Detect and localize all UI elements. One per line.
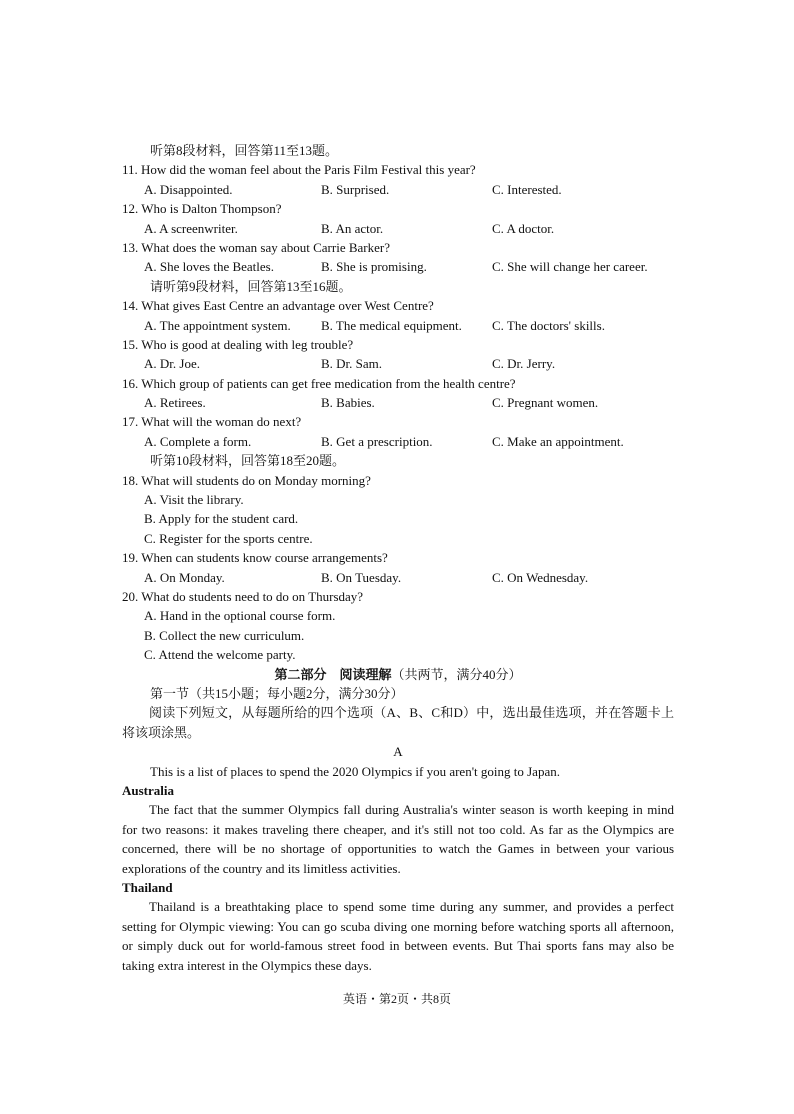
- question-18-stem: 18. What will students do on Monday morning?: [122, 472, 371, 488]
- part-two-title: [122, 665, 674, 684]
- option-b: B. Collect the new curriculum.: [144, 627, 305, 643]
- option-c: C. Register for the sports centre.: [144, 530, 313, 546]
- question-16-options: [122, 393, 674, 412]
- option-b: B. Get a prescription.: [321, 433, 433, 449]
- question-19-stem: 19. When can students know course arrangements?: [122, 550, 388, 566]
- listening-instruction-10: 听第10段材料，回答第18至20题。: [150, 453, 346, 469]
- question-17-stem: 17. What will the woman do next?: [122, 414, 302, 430]
- option-c: C. She will change her career.: [492, 259, 648, 275]
- question-13-stem: 13. What does the woman say about Carrie Barker?: [122, 239, 390, 255]
- option-c: C. Dr. Jerry.: [492, 356, 556, 372]
- passage-intro: This is a list of places to spend the 2020 Olympics if you aren't going to Japan.: [150, 763, 560, 779]
- question-15-options: [122, 354, 674, 373]
- question-14-stem: 14. What gives East Centre an advantage over West Centre?: [122, 298, 434, 314]
- question-20-stem: 20. What do students need to do on Thursday?: [122, 588, 364, 604]
- question-11-stem: 11. How did the woman feel about the Paris Film Festival this year?: [122, 162, 476, 178]
- thailand-paragraph: Thailand is a breathtaking place to spend some time during any summer, and provides a perfect setting for Olympic viewing: You can go scuba diving one morning before watching sports all afternoon, or simply duck out for world-famous street food in between events. But Thai sports fans may also be taking extra interest in the Olympics these days.: [122, 899, 674, 973]
- section-one-heading: 第一节（共15小题；每小题2分，满分30分）: [150, 685, 404, 701]
- option-b: B. Babies.: [321, 395, 375, 411]
- question-19-options: [122, 568, 674, 587]
- question-12-stem: 12. Who is Dalton Thompson?: [122, 201, 282, 217]
- option-c: C. Make an appointment.: [492, 433, 624, 449]
- option-a: A. Dr. Joe.: [144, 356, 200, 372]
- option-a: A. A screenwriter.: [144, 220, 238, 236]
- option-c: C. A doctor.: [492, 220, 555, 236]
- option-b: B. Surprised.: [321, 181, 390, 197]
- part-two-score: （共两节，满分40分）: [391, 666, 522, 682]
- question-17-options: [122, 432, 674, 451]
- page-content: [122, 141, 674, 975]
- option-a: A. Disappointed.: [144, 181, 233, 197]
- option-a: A. The appointment system.: [144, 317, 291, 333]
- option-c: C. Attend the welcome party.: [144, 647, 296, 663]
- option-a: A. She loves the Beatles.: [144, 259, 274, 275]
- option-a: A. Retirees.: [144, 395, 206, 411]
- question-14-options: [122, 316, 674, 335]
- australia-paragraph: The fact that the summer Olympics fall during Australia's winter season is worth keeping in mind for two reasons: it makes traveling there cheaper, and it's still not too cold. As far as the Olympics are concerned, there will be no shortage of opportunities to watch the Games in between your various explorations of the country and its limitless activities.: [122, 802, 674, 876]
- option-b: B. She is promising.: [321, 259, 427, 275]
- option-a: A. On Monday.: [144, 569, 225, 585]
- question-13-options: [122, 257, 674, 276]
- option-a: A. Hand in the optional course form.: [144, 608, 336, 624]
- question-11-options: [122, 180, 674, 199]
- question-12-options: [122, 219, 674, 238]
- option-a: A. Complete a form.: [144, 433, 252, 449]
- option-b: B. Dr. Sam.: [321, 356, 383, 372]
- option-b: B. Apply for the student card.: [144, 511, 299, 527]
- option-b: B. On Tuesday.: [321, 569, 402, 585]
- passage-label: A: [393, 744, 403, 760]
- option-c: C. Interested.: [492, 181, 562, 197]
- option-a: A. Visit the library.: [144, 492, 244, 508]
- question-16-stem: 16. Which group of patients can get free medication from the health centre?: [122, 375, 516, 391]
- listening-instruction-9: 请听第9段材料，回答第13至16题。: [150, 278, 352, 294]
- page-footer: 英语・第2页・共8页: [342, 992, 451, 1006]
- option-c: C. On Wednesday.: [492, 569, 589, 585]
- australia-heading: Australia: [122, 782, 174, 798]
- listening-instruction-8: 听第8段材料，回答第11至13题。: [150, 143, 339, 158]
- option-c: C. Pregnant women.: [492, 395, 599, 411]
- question-15-stem: 15. Who is good at dealing with leg trouble?: [122, 336, 354, 352]
- option-c: C. The doctors' skills.: [492, 317, 605, 333]
- reading-instruction: 阅读下列短文，从每题所给的四个选项（A、B、C和D）中，选出最佳选项，并在答题卡上将该项涂黑。: [122, 705, 674, 740]
- part-two-heading: 第二部分 阅读理解: [274, 666, 392, 682]
- thailand-heading: Thailand: [122, 879, 173, 895]
- option-b: B. The medical equipment.: [321, 317, 462, 333]
- option-b: B. An actor.: [321, 220, 384, 236]
